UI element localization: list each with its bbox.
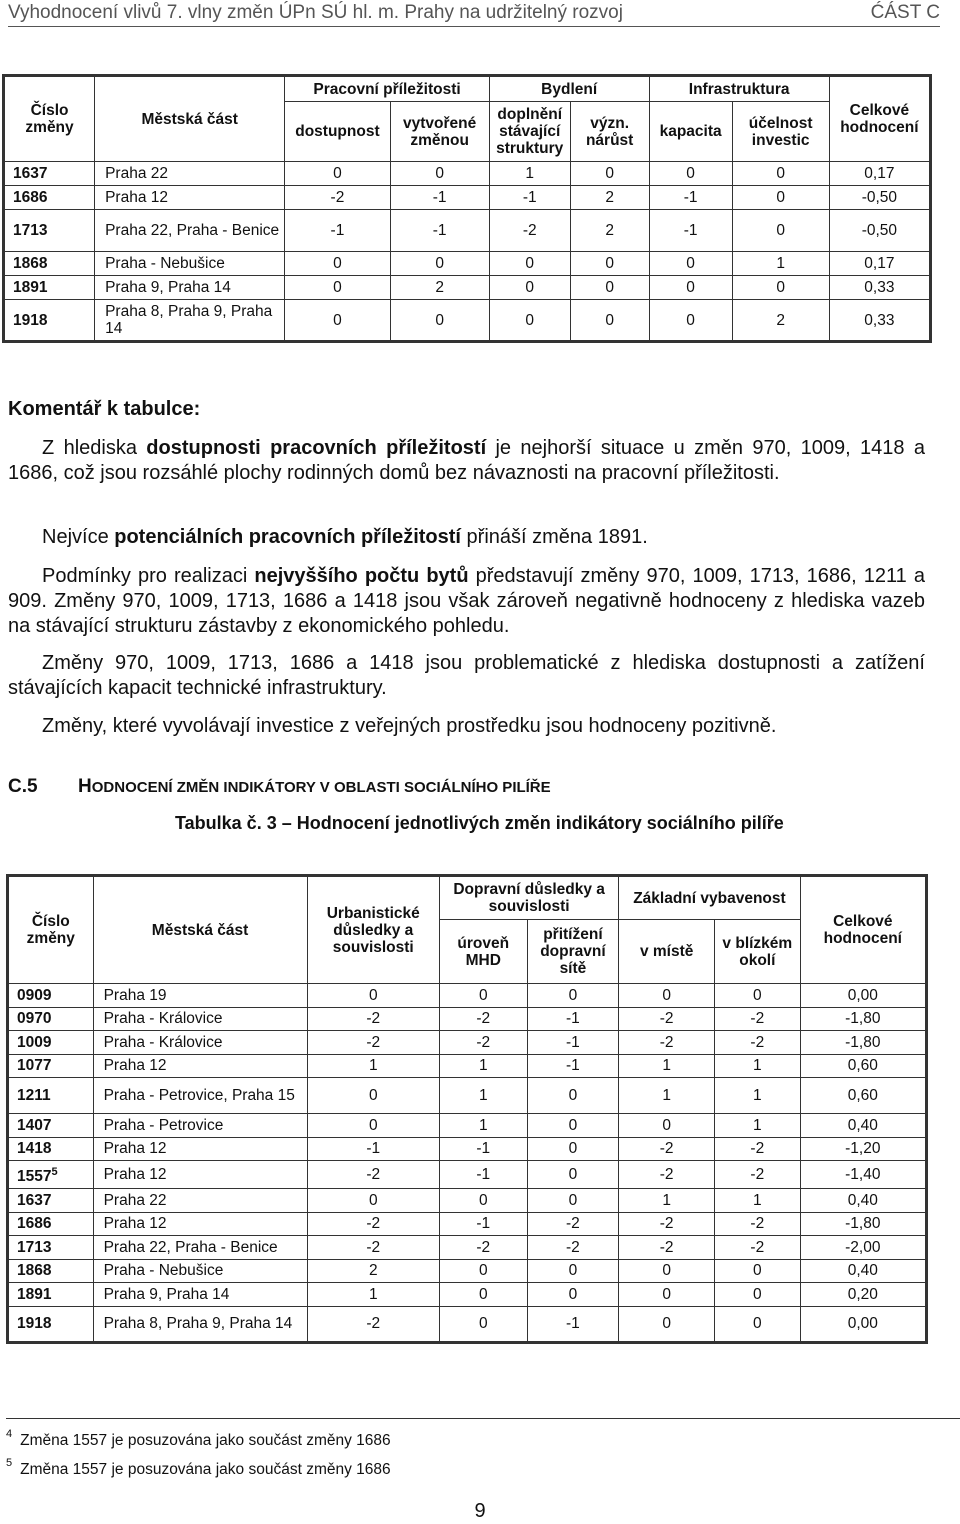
emphasis: dostupnosti pracovních příležitostí	[146, 437, 487, 459]
district: Praha 19	[93, 984, 307, 1008]
value: -2	[489, 210, 570, 252]
district: Praha - Nebušice	[95, 252, 285, 276]
change-number-text: 1407	[17, 1116, 52, 1134]
text-run: Z hlediska	[42, 437, 147, 459]
value: 1	[307, 1054, 439, 1078]
value: 0	[715, 1259, 801, 1283]
header-created: vytvořené změnou	[390, 102, 489, 162]
text-run: je nejhorší situace u změn 970, 1009, 1418 a 1686, což jsou rozsáhlé plochy rodinných domů bez návaznosti na pracovní příležitosti.	[8, 437, 925, 484]
change-number	[8, 1031, 94, 1055]
change-number-text: 1713	[17, 1238, 52, 1256]
value: -1	[439, 1212, 527, 1236]
overall-value: 0,17	[829, 252, 930, 276]
overall-value: -1,80	[800, 1007, 926, 1031]
value: 1	[619, 1189, 715, 1213]
table-row	[8, 1137, 927, 1161]
table-row	[8, 1306, 927, 1342]
district: Praha 22, Praha - Benice	[95, 210, 285, 252]
value: -2	[619, 1137, 715, 1161]
overall-value: 0,60	[800, 1054, 926, 1078]
table-row	[8, 1283, 927, 1307]
value: 0	[619, 1114, 715, 1138]
header-public-transport: úroveň MHD	[439, 920, 527, 984]
value: 0	[489, 300, 570, 342]
table-row	[4, 210, 931, 252]
district: Praha - Petrovice, Praha 15	[93, 1078, 307, 1114]
header-network-load: přitížení dopravní sítě	[527, 920, 619, 984]
district: Praha 12	[93, 1161, 307, 1189]
value: 0	[715, 984, 801, 1008]
footnote-4	[6, 1428, 391, 1450]
value: 0	[439, 1306, 527, 1342]
change-number-text: 1077	[17, 1057, 52, 1075]
value: 0	[527, 1161, 619, 1189]
value: -2	[439, 1031, 527, 1055]
footnote-text: Změna 1557 je posuzována jako součást změny 1686	[20, 1461, 391, 1478]
running-header-title: Vyhodnocení vlivů 7. vlny změn ÚPn SÚ hl. m. Prahy na udržitelný rozvoj	[8, 2, 623, 23]
value: -1	[649, 210, 732, 252]
overall-value: 0,40	[800, 1189, 926, 1213]
emphasis: potenciálních pracovních příležitostí	[114, 526, 461, 548]
value: 2	[307, 1259, 439, 1283]
running-header-part: ĆÁST C	[870, 2, 940, 23]
change-number-text: 1211	[17, 1087, 51, 1104]
change-number-text: 1918	[17, 1315, 52, 1332]
table-row	[4, 162, 931, 186]
value: 0	[649, 276, 732, 300]
value: -2	[715, 1236, 801, 1260]
value: -2	[619, 1161, 715, 1189]
value: -1	[390, 186, 489, 210]
value: -2	[285, 186, 390, 210]
value: -2	[619, 1212, 715, 1236]
header-group-housing: Bydlení	[489, 76, 649, 102]
overall-value: 0,00	[800, 984, 926, 1008]
overall-value: 0,40	[800, 1114, 926, 1138]
section-title	[78, 776, 551, 798]
value: 0	[307, 1078, 439, 1114]
value: 0	[570, 276, 649, 300]
change-number	[8, 1283, 94, 1307]
value: 0	[285, 300, 390, 342]
value: 0	[619, 1283, 715, 1307]
overall-value: -1,80	[800, 1031, 926, 1055]
change-number: 1918	[4, 300, 95, 342]
district: Praha - Královice	[93, 1031, 307, 1055]
table-row	[4, 186, 931, 210]
value: 2	[570, 210, 649, 252]
district: Praha - Královice	[93, 1007, 307, 1031]
overall-value: -2,00	[800, 1236, 926, 1260]
header-district: Městská část	[95, 76, 285, 162]
value: 0	[619, 984, 715, 1008]
table-row	[4, 300, 931, 342]
header-investment: účelnost investic	[732, 102, 829, 162]
text-run: Podmínky pro realizaci	[42, 565, 255, 587]
footnote-marker: 5	[6, 1457, 13, 1469]
text-run: Nejvíce	[42, 526, 115, 548]
value: 0	[527, 1259, 619, 1283]
table-row	[8, 1078, 927, 1114]
value: 0	[390, 300, 489, 342]
district: Praha 9, Praha 14	[93, 1283, 307, 1307]
value: -1	[489, 186, 570, 210]
change-number	[8, 1236, 94, 1260]
change-number	[8, 1054, 94, 1078]
header-group-amenities: Základní vybavenost	[619, 876, 800, 920]
value: 0	[390, 162, 489, 186]
header-on-site: v místě	[619, 920, 715, 984]
district: Praha 22	[93, 1189, 307, 1213]
change-number-text: 1009	[17, 1033, 52, 1051]
overall-value: -1,80	[800, 1212, 926, 1236]
header-completion: doplnění stávající struktury	[489, 102, 570, 162]
change-number	[8, 984, 94, 1008]
value: -2	[527, 1212, 619, 1236]
value: 0	[527, 1283, 619, 1307]
district: Praha 12	[93, 1137, 307, 1161]
district: Praha 12	[93, 1054, 307, 1078]
value: 1	[715, 1189, 801, 1213]
section-title-initial: H	[78, 776, 92, 797]
footnote-reference: 5	[51, 1165, 58, 1178]
value: 0	[527, 1137, 619, 1161]
economic-evaluation-table	[2, 74, 932, 343]
value: 1	[619, 1078, 715, 1114]
comment-paragraph-1	[8, 436, 925, 486]
value: -2	[307, 1236, 439, 1260]
value: 0	[285, 252, 390, 276]
value: 0	[570, 252, 649, 276]
change-number: 1868	[4, 252, 95, 276]
change-number-text: 1557	[17, 1168, 52, 1186]
district: Praha 22, Praha - Benice	[93, 1236, 307, 1260]
district: Praha 12	[95, 186, 285, 210]
value: -2	[307, 1031, 439, 1055]
change-number	[8, 1189, 94, 1213]
overall-value: -0,50	[829, 210, 930, 252]
value: -2	[715, 1161, 801, 1189]
value: 0	[649, 300, 732, 342]
value: 1	[439, 1114, 527, 1138]
value: 1	[715, 1078, 801, 1114]
running-header	[8, 0, 940, 27]
change-number	[8, 1114, 94, 1138]
overall-value: -1,20	[800, 1137, 926, 1161]
value: 1	[489, 162, 570, 186]
header-group-jobs: Pracovní příležitosti	[285, 76, 489, 102]
change-number	[8, 1007, 94, 1031]
value: -1	[527, 1031, 619, 1055]
value: 1	[715, 1114, 801, 1138]
table-row	[8, 1161, 927, 1189]
page-number: 9	[474, 1500, 486, 1522]
value: 0	[527, 1078, 619, 1114]
comment-paragraph-2	[8, 525, 925, 550]
change-number	[8, 1212, 94, 1236]
change-number	[8, 1259, 94, 1283]
value: 0	[307, 1114, 439, 1138]
value: -1	[527, 1007, 619, 1031]
table-row	[8, 1114, 927, 1138]
footnote-text: Změna 1557 je posuzována jako součást změny 1686	[20, 1432, 391, 1449]
header-urban: Urbanistické důsledky a souvislosti	[307, 876, 439, 984]
value: 0	[732, 210, 829, 252]
value: 0	[439, 1189, 527, 1213]
value: 0	[439, 1259, 527, 1283]
value: 0	[649, 252, 732, 276]
value: -2	[715, 1212, 801, 1236]
table-row	[8, 1259, 927, 1283]
overall-value: 0,17	[829, 162, 930, 186]
value: 0	[439, 984, 527, 1008]
value: -1	[527, 1306, 619, 1342]
value: -1	[527, 1054, 619, 1078]
overall-value: 0,00	[800, 1306, 926, 1342]
value: -2	[307, 1161, 439, 1189]
value: -1	[439, 1161, 527, 1189]
change-number-text: 1868	[17, 1262, 52, 1280]
value: 0	[715, 1283, 801, 1307]
header-overall: Celkové hodnocení	[829, 76, 930, 162]
value: 0	[619, 1259, 715, 1283]
value: 0	[307, 984, 439, 1008]
change-number-text: 1686	[17, 1215, 52, 1233]
value: -2	[439, 1007, 527, 1031]
social-evaluation-table	[6, 874, 928, 1344]
change-number	[8, 1161, 94, 1189]
value: -2	[715, 1137, 801, 1161]
value: -2	[619, 1031, 715, 1055]
value: -1	[649, 186, 732, 210]
table-row	[8, 1007, 927, 1031]
value: 0	[489, 252, 570, 276]
value: 1	[439, 1054, 527, 1078]
change-number-text: 1418	[17, 1140, 52, 1158]
value: -2	[527, 1236, 619, 1260]
value: -1	[439, 1137, 527, 1161]
change-number-text: 1637	[17, 1191, 52, 1209]
value: 0	[570, 162, 649, 186]
table-row	[8, 984, 927, 1008]
table-row	[4, 276, 931, 300]
table-row	[4, 252, 931, 276]
section-number: C.5	[8, 776, 38, 797]
table-row	[8, 1236, 927, 1260]
header-capacity: kapacita	[649, 102, 732, 162]
footnote-5	[6, 1457, 391, 1479]
header-change-number: Číslo změny	[8, 876, 94, 984]
value: -1	[307, 1137, 439, 1161]
value: -2	[307, 1306, 439, 1342]
change-number: 1637	[4, 162, 95, 186]
value: 1	[439, 1078, 527, 1114]
overall-value: 0,33	[829, 276, 930, 300]
comment-title: Komentář k tabulce:	[8, 398, 201, 420]
value: 1	[715, 1054, 801, 1078]
table-row	[8, 1212, 927, 1236]
header-overall: Celkové hodnocení	[800, 876, 926, 984]
overall-value: 0,40	[800, 1259, 926, 1283]
change-number: 1713	[4, 210, 95, 252]
value: 2	[570, 186, 649, 210]
value: 0	[285, 276, 390, 300]
header-district: Městská část	[93, 876, 307, 984]
table-row	[8, 1031, 927, 1055]
social-table-body	[8, 984, 927, 1343]
overall-value: 0,33	[829, 300, 930, 342]
value: 0	[732, 276, 829, 300]
value: -2	[307, 1007, 439, 1031]
change-number	[8, 1306, 94, 1342]
district: Praha - Petrovice	[93, 1114, 307, 1138]
value: 1	[619, 1054, 715, 1078]
header-growth: význ. nárůst	[570, 102, 649, 162]
text-run: představují změny 970, 1009, 1713, 1686, 1211 a 909. Změny 970, 1009, 1713, 1686 a 1418 jsou však zároveň negativně hodnoceny z hlediska vazeb na stávající strukturu zástavby z ekonomického pohledu.	[8, 565, 925, 637]
value: 0	[390, 252, 489, 276]
value: -1	[390, 210, 489, 252]
change-number: 1891	[4, 276, 95, 300]
value: -2	[619, 1007, 715, 1031]
comment-paragraph-5: Změny, které vyvolávají investice z veřejných prostředku jsou hodnoceny pozitivně.	[42, 715, 777, 737]
value: 0	[307, 1189, 439, 1213]
change-number: 1686	[4, 186, 95, 210]
value: 0	[285, 162, 390, 186]
footnote-rule	[6, 1418, 960, 1419]
section-title-rest: ODNOCENÍ ZMĚN INDIKÁTORY V OBLASTI SOCIÁLNÍHO PILÍŘE	[91, 779, 551, 796]
value: 1	[307, 1283, 439, 1307]
header-group-infrastructure: Infrastruktura	[649, 76, 829, 102]
value: -2	[619, 1236, 715, 1260]
change-number	[8, 1137, 94, 1161]
header-accessibility: dostupnost	[285, 102, 390, 162]
header-nearby: v blízkém okolí	[715, 920, 801, 984]
footnote-marker: 4	[6, 1428, 13, 1440]
value: 2	[390, 276, 489, 300]
value: 0	[489, 276, 570, 300]
change-number-text: 0970	[17, 1010, 52, 1028]
district: Praha 8, Praha 9, Praha 14	[95, 300, 285, 342]
value: -2	[715, 1031, 801, 1055]
value: 0	[732, 186, 829, 210]
value: -2	[715, 1007, 801, 1031]
comment-paragraph-4: Změny 970, 1009, 1713, 1686 a 1418 jsou problematické z hlediska dostupnosti a zatížení stávajících kapacit technické infrastruktury.	[8, 652, 925, 699]
value: 0	[527, 984, 619, 1008]
value: 0	[527, 1189, 619, 1213]
header-group-transport: Dopravní důsledky a souvislosti	[439, 876, 618, 920]
value: 0	[732, 162, 829, 186]
district: Praha 8, Praha 9, Praha 14	[93, 1306, 307, 1342]
overall-value: 0,20	[800, 1283, 926, 1307]
table-row	[8, 1054, 927, 1078]
value: 0	[439, 1283, 527, 1307]
header-change-number: Číslo změny	[4, 76, 95, 162]
comment-paragraph-3	[8, 564, 925, 639]
value: 1	[732, 252, 829, 276]
district: Praha 12	[93, 1212, 307, 1236]
change-number-text: 1891	[17, 1285, 52, 1303]
table-row	[8, 1189, 927, 1213]
overall-value: -1,40	[800, 1161, 926, 1189]
overall-value: -0,50	[829, 186, 930, 210]
district: Praha 22	[95, 162, 285, 186]
district: Praha 9, Praha 14	[95, 276, 285, 300]
text-run: přináší změna 1891.	[460, 526, 648, 548]
change-number-text: 0909	[17, 986, 52, 1004]
value: -1	[285, 210, 390, 252]
value: 0	[619, 1306, 715, 1342]
change-number	[8, 1078, 94, 1114]
value: 2	[732, 300, 829, 342]
value: -2	[307, 1212, 439, 1236]
value: -2	[439, 1236, 527, 1260]
value: 0	[715, 1306, 801, 1342]
district: Praha - Nebušice	[93, 1259, 307, 1283]
overall-value: 0,60	[800, 1078, 926, 1114]
table-caption: Tabulka č. 3 – Hodnocení jednotlivých změn indikátory sociálního pilíře	[175, 813, 784, 833]
value: 0	[649, 162, 732, 186]
emphasis: nejvyššího počtu bytů	[254, 565, 469, 587]
value: 0	[527, 1114, 619, 1138]
value: 0	[570, 300, 649, 342]
